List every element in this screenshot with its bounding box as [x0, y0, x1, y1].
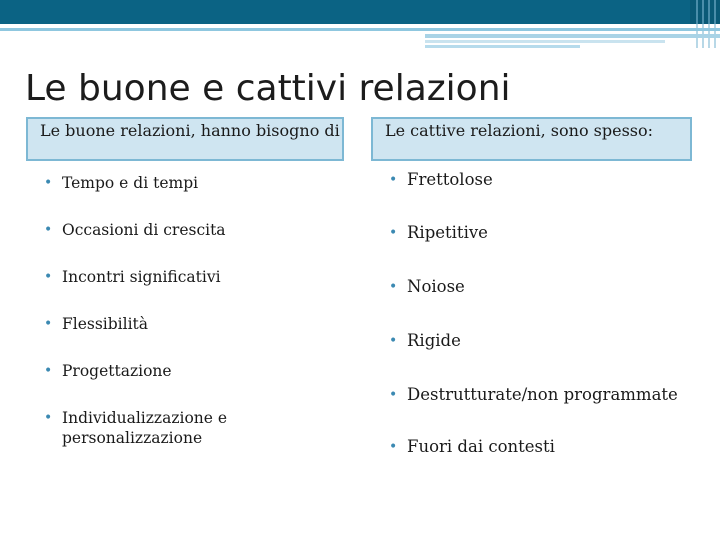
- list-item: • Progettazione: [44, 361, 172, 381]
- list-item: • Incontri significativi: [44, 267, 221, 287]
- right-column-header: Le cattive relazioni, sono spesso:: [371, 117, 692, 161]
- decorative-stripes: [696, 0, 720, 48]
- list-item: • Occasioni di crescita: [44, 220, 226, 240]
- list-item: • Noiose: [389, 277, 465, 297]
- list-item: • Rigide: [389, 331, 461, 351]
- slide-title: Le buone e cattivi relazioni: [25, 68, 511, 109]
- list-item: • Fuori dai contesti: [389, 437, 555, 457]
- decorative-line: [425, 34, 720, 38]
- left-column-header: Le buone relazioni, hanno bisogno di: [26, 117, 344, 161]
- decorative-line: [0, 28, 720, 31]
- list-item: • Flessibilità: [44, 314, 148, 334]
- top-bar: [0, 0, 720, 24]
- decorative-line: [425, 40, 665, 43]
- decorative-line: [425, 45, 580, 48]
- list-item: • Destrutturate/non programmate: [389, 385, 678, 405]
- list-item: • Ripetitive: [389, 223, 488, 243]
- list-item: • Individualizzazione e personalizzazione: [44, 408, 262, 448]
- list-item: • Frettolose: [389, 170, 493, 190]
- list-item: • Tempo e di tempi: [44, 173, 198, 193]
